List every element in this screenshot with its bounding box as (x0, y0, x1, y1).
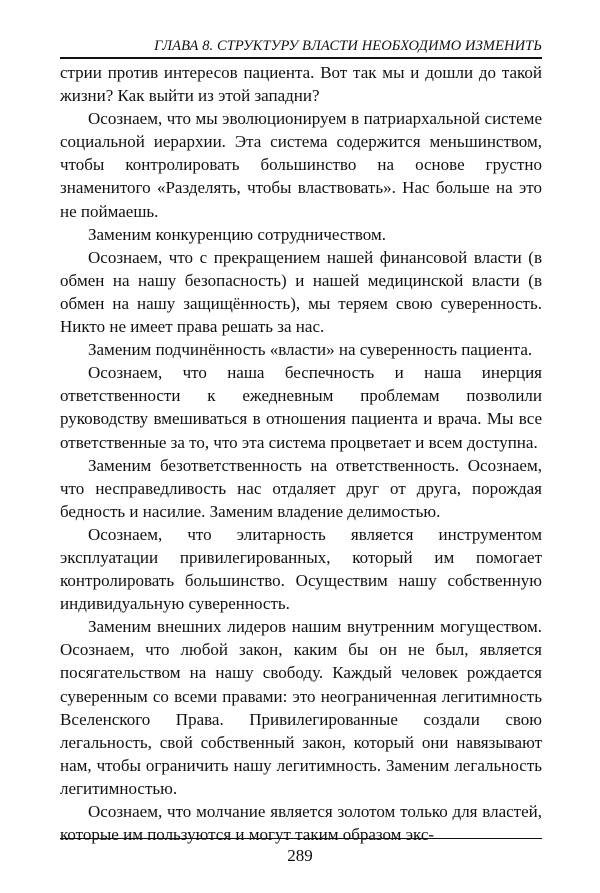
header-rule (60, 57, 542, 59)
running-head: ГЛАВА 8. СТРУКТУРУ ВЛАСТИ НЕОБХОДИМО ИЗМЕНИТЬ (154, 38, 542, 54)
paragraph: Осознаем, что с прекращением нашей финансовой власти (в обмен на нашу безопасность) и нашей медицинской власти (в обмен на нашу защищённость), мы теряем свою суверенность. Никто не имеет права решать за нас. (60, 247, 542, 337)
footer-rule (60, 838, 542, 839)
paragraph: Заменим подчинённость «власти» на суверенность пациента. (88, 340, 533, 360)
page-number: 289 (287, 846, 313, 865)
paragraph: Заменим конкуренцию сотрудничеством. (88, 224, 386, 244)
paragraph: Осознаем, что мы эволюционируем в патриархальной системе социальной иерархии. Эта система содержится меньшинством, чтобы контролировать большинство на основе грустно знаменитого «Разделять, чтобы властвовать». Нас больше на это не поймаешь. (60, 109, 542, 221)
paragraph: Осознаем, что наша беспечность и наша инерция ответственности к ежедневным проблемам позволили руководству вмешиваться в отношения пациента и врача. Мы все ответственные за то, что эта система процветает и всем доступна. (60, 363, 542, 452)
paragraph: Заменим внешних лидеров нашим внутренним могуществом. Осознаем, что любой закон, каким бы он не был, является посягательством на нашу свободу. Каждый человек рождается суверенным со всеми правами: это неограниченная легитимность Вселенского Права. Привилегированные создали свою легальность, свой собственный закон, который они навязывают нам, чтобы ограничить нашу легитимность. Заменим легальность легитимностью. (60, 617, 542, 798)
body-text (60, 61, 542, 846)
paragraph-continuation: стрии против интересов пациента. Вот так мы и дошли до такой жизни? Как выйти из этой западни? (60, 63, 542, 106)
paragraph: Осознаем, что элитарность является инструментом эксплуатации привилегированных, который им помогает контролировать большинство. Осуществим нашу собственную индивидуальную суверенность. (60, 524, 542, 614)
paragraph: Осознаем, что молчание является золотом только для властей, которые им пользуются и могут таким образом экс- (60, 802, 542, 845)
paragraph: Заменим безответственность на ответственность. Осознаем, что несправедливость нас отдаляет друг от друга, порождая бедность и насилие. Заменим владение делимостью. (60, 455, 542, 521)
